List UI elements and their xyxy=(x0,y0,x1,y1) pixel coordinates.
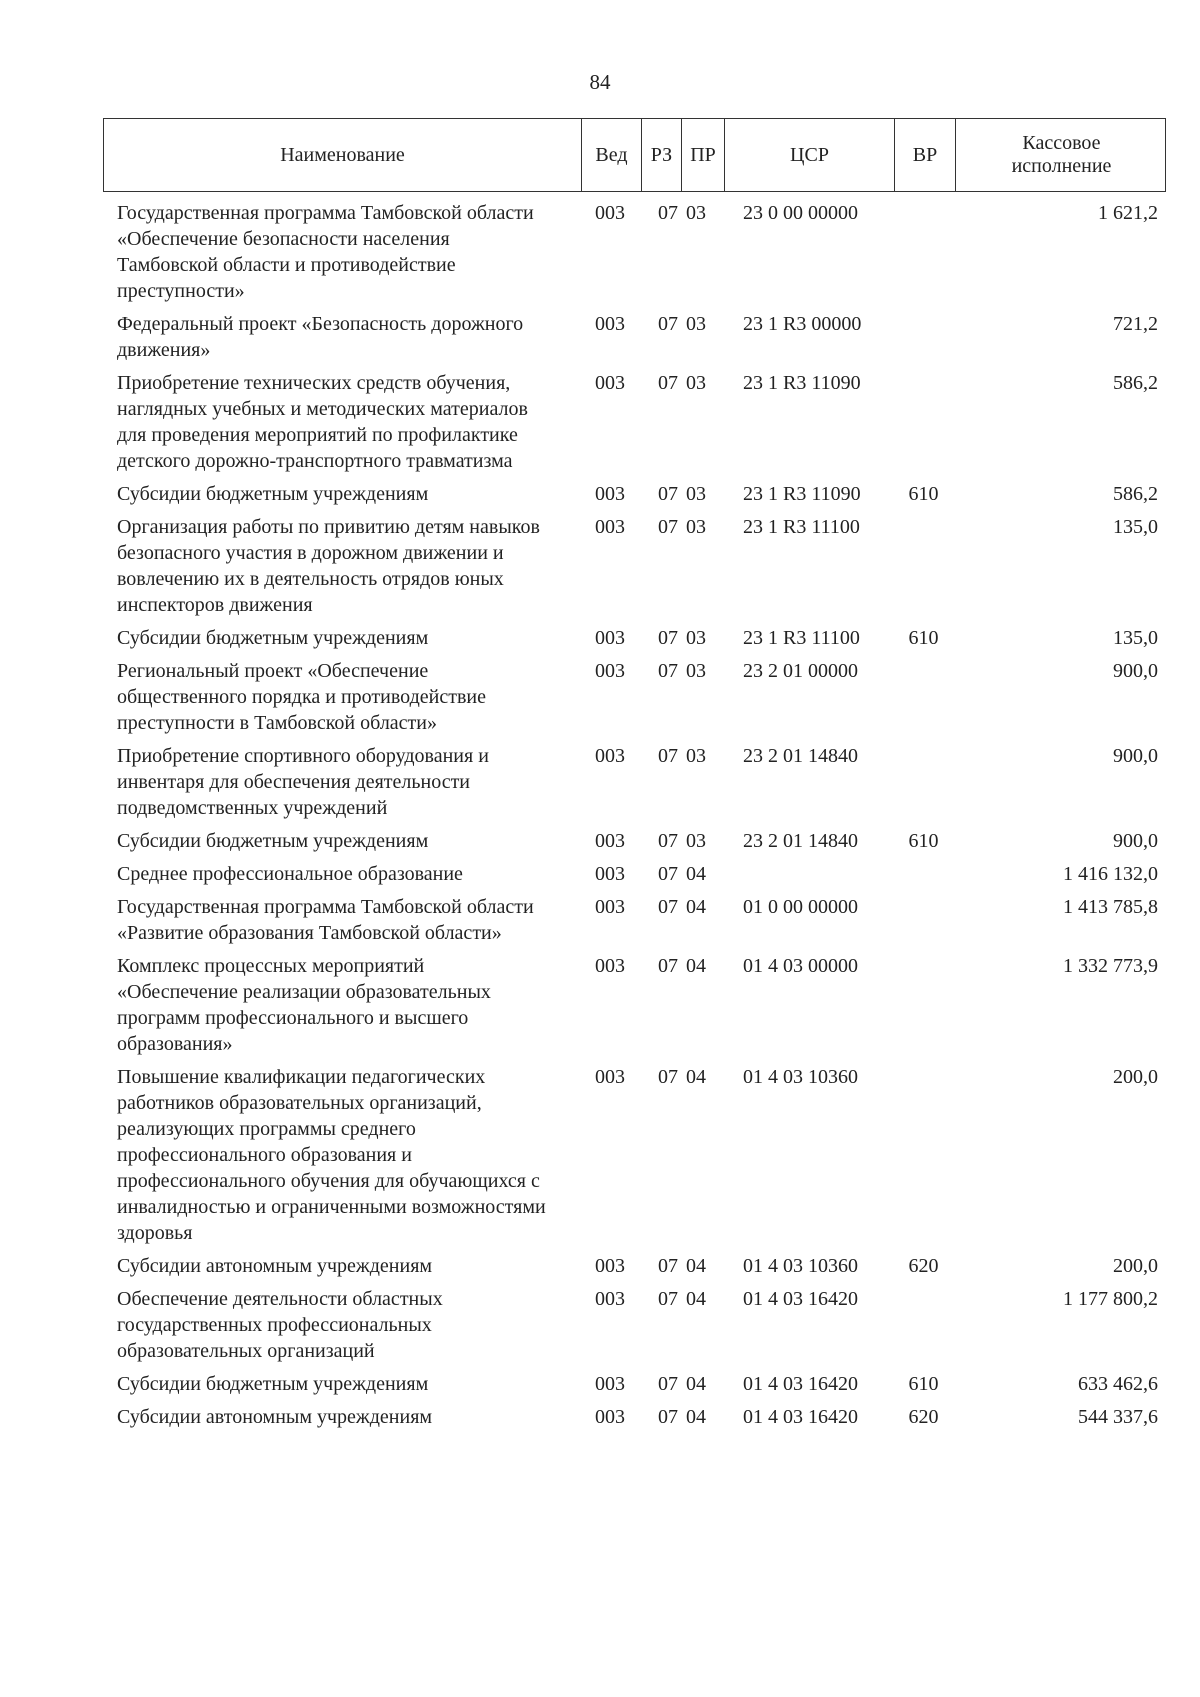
row-pr: 03 xyxy=(686,483,706,505)
table-row xyxy=(103,953,1166,1057)
header-ved: Вед xyxy=(581,119,641,191)
row-pr: 04 xyxy=(686,1406,706,1428)
table-row xyxy=(103,743,1166,821)
row-sum: 586,2 xyxy=(1113,483,1158,505)
header-name: Наименование xyxy=(280,143,405,166)
row-name: Субсидии автономным учреждениям xyxy=(117,1406,433,1428)
row-pr: 04 xyxy=(686,1373,706,1395)
row-sum: 200,0 xyxy=(1113,1255,1158,1277)
row-csr: 23 0 00 00000 xyxy=(743,202,858,224)
row-rz: 07 xyxy=(658,627,678,649)
row-pr: 03 xyxy=(686,660,706,682)
table-row xyxy=(103,1371,1166,1397)
row-ved: 003 xyxy=(595,660,625,682)
row-pr: 03 xyxy=(686,372,706,394)
row-vr xyxy=(893,200,954,304)
row-ved: 003 xyxy=(595,1255,625,1277)
row-vr: 610 xyxy=(908,483,939,505)
row-sum: 900,0 xyxy=(1113,830,1158,852)
row-rz: 07 xyxy=(658,1066,678,1088)
row-csr: 23 1 R3 11100 xyxy=(743,627,860,649)
row-sum: 900,0 xyxy=(1113,745,1158,767)
row-ved: 003 xyxy=(595,863,625,885)
table-row xyxy=(103,861,1166,887)
row-pr: 04 xyxy=(686,1066,706,1088)
table-row xyxy=(103,828,1166,854)
table-row xyxy=(103,200,1166,304)
table-row xyxy=(103,1064,1166,1246)
row-rz: 07 xyxy=(658,313,678,335)
row-sum: 900,0 xyxy=(1113,660,1158,682)
row-vr xyxy=(893,894,954,946)
row-sum: 544 337,6 xyxy=(1078,1406,1158,1428)
row-ved: 003 xyxy=(595,202,625,224)
header-vr: ВР xyxy=(894,119,955,191)
row-vr xyxy=(893,743,954,821)
row-rz: 07 xyxy=(658,863,678,885)
row-ved: 003 xyxy=(595,516,625,538)
row-sum: 1 177 800,2 xyxy=(1063,1288,1158,1310)
row-vr: 620 xyxy=(908,1406,939,1428)
row-pr: 03 xyxy=(686,202,706,224)
row-pr: 03 xyxy=(686,627,706,649)
table-row xyxy=(103,481,1166,507)
row-name: Субсидии автономным учреждениям xyxy=(117,1255,433,1277)
row-name: Субсидии бюджетным учреждениям xyxy=(117,1373,429,1395)
row-csr: 01 4 03 10360 xyxy=(743,1066,858,1088)
row-ved: 003 xyxy=(595,1373,625,1395)
row-name: Обеспечение деятельности областных государственных профессиональных образовательных организаций xyxy=(117,1288,443,1362)
row-sum: 1 621,2 xyxy=(1098,202,1158,224)
row-sum: 633 462,6 xyxy=(1078,1373,1158,1395)
row-csr: 01 4 03 10360 xyxy=(743,1255,858,1277)
table-row xyxy=(103,1286,1166,1364)
row-name: Повышение квалификации педагогических работников образовательных организаций, реализующих программы среднего профессионального образования и профессионального обучения для обучающихся с инвалидностью и ограниченными возможностями здоровья xyxy=(117,1066,546,1244)
row-name: Приобретение технических средств обучения, наглядных учебных и методических материалов для проведения мероприятий по профилактике детского дорожно-транспортного травматизма xyxy=(117,372,528,472)
table-row xyxy=(103,370,1166,474)
table-row xyxy=(103,658,1166,736)
row-csr: 23 2 01 00000 xyxy=(743,660,858,682)
table-row xyxy=(103,894,1166,946)
row-rz: 07 xyxy=(658,1373,678,1395)
row-vr: 610 xyxy=(908,1373,939,1395)
row-vr xyxy=(893,311,954,363)
row-pr: 04 xyxy=(686,955,706,977)
row-name: Организация работы по привитию детям навыков безопасного участия в дорожном движении и вовлечению их в деятельность отрядов юных инспекторов движения xyxy=(117,516,540,616)
row-csr: 01 4 03 16420 xyxy=(743,1373,858,1395)
row-vr: 620 xyxy=(908,1255,939,1277)
row-csr: 01 4 03 00000 xyxy=(743,955,858,977)
row-rz: 07 xyxy=(658,483,678,505)
page-number: 84 xyxy=(589,70,611,94)
table-row xyxy=(103,514,1166,618)
row-name: Комплекс процессных мероприятий «Обеспечение реализации образовательных программ профессионального и высшего образования» xyxy=(117,955,491,1055)
row-name: Государственная программа Тамбовской области «Обеспечение безопасности населения Тамбовской области и противодействие преступности» xyxy=(117,202,534,302)
row-vr xyxy=(893,953,954,1057)
table-body xyxy=(103,200,1166,1430)
row-csr: 23 2 01 14840 xyxy=(743,830,858,852)
row-name: Среднее профессиональное образование xyxy=(117,863,463,885)
row-vr: 610 xyxy=(908,830,939,852)
row-pr: 03 xyxy=(686,313,706,335)
row-vr xyxy=(893,1286,954,1364)
row-ved: 003 xyxy=(595,1066,625,1088)
row-csr: 01 4 03 16420 xyxy=(743,1288,858,1310)
header-pr: ПР xyxy=(681,119,724,191)
row-csr xyxy=(723,861,893,887)
row-ved: 003 xyxy=(595,1288,625,1310)
row-rz: 07 xyxy=(658,516,678,538)
table-row xyxy=(103,625,1166,651)
row-name: Региональный проект «Обеспечение общественного порядка и противодействие преступности в Тамбовской области» xyxy=(117,660,486,734)
row-pr: 04 xyxy=(686,1255,706,1277)
row-csr: 01 4 03 16420 xyxy=(743,1406,858,1428)
row-ved: 003 xyxy=(595,372,625,394)
row-rz: 07 xyxy=(658,745,678,767)
row-name: Субсидии бюджетным учреждениям xyxy=(117,483,429,505)
row-rz: 07 xyxy=(658,1288,678,1310)
row-ved: 003 xyxy=(595,745,625,767)
row-vr xyxy=(893,514,954,618)
row-sum: 1 416 132,0 xyxy=(1063,863,1158,885)
row-csr: 01 0 00 00000 xyxy=(743,896,858,918)
row-ved: 003 xyxy=(595,627,625,649)
header-rz: РЗ xyxy=(641,119,681,191)
row-vr: 610 xyxy=(908,627,939,649)
row-ved: 003 xyxy=(595,1406,625,1428)
row-rz: 07 xyxy=(658,372,678,394)
row-pr: 04 xyxy=(686,1288,706,1310)
row-sum: 200,0 xyxy=(1113,1066,1158,1088)
table-row xyxy=(103,311,1166,363)
row-vr xyxy=(893,861,954,887)
row-csr: 23 2 01 14840 xyxy=(743,745,858,767)
row-csr: 23 1 R3 11090 xyxy=(743,483,861,505)
row-rz: 07 xyxy=(658,202,678,224)
row-name: Федеральный проект «Безопасность дорожного движения» xyxy=(117,313,524,361)
table-row xyxy=(103,1404,1166,1430)
row-pr: 04 xyxy=(686,863,706,885)
row-rz: 07 xyxy=(658,1406,678,1428)
table-row xyxy=(103,1253,1166,1279)
row-pr: 03 xyxy=(686,830,706,852)
row-name: Приобретение спортивного оборудования и инвентаря для обеспечения деятельности подведомственных учреждений xyxy=(117,745,489,819)
row-sum: 1 413 785,8 xyxy=(1063,896,1158,918)
row-rz: 07 xyxy=(658,660,678,682)
row-name: Субсидии бюджетным учреждениям xyxy=(117,627,429,649)
row-rz: 07 xyxy=(658,955,678,977)
row-rz: 07 xyxy=(658,830,678,852)
row-sum: 135,0 xyxy=(1113,627,1158,649)
header-sum: Кассовое исполнение xyxy=(955,119,1167,191)
row-ved: 003 xyxy=(595,313,625,335)
budget-table xyxy=(103,118,1166,1437)
row-pr: 03 xyxy=(686,516,706,538)
row-ved: 003 xyxy=(595,830,625,852)
row-ved: 003 xyxy=(595,896,625,918)
row-ved: 003 xyxy=(595,955,625,977)
table-header xyxy=(103,118,1166,192)
row-rz: 07 xyxy=(658,896,678,918)
row-pr: 04 xyxy=(686,896,706,918)
row-csr: 23 1 R3 11100 xyxy=(743,516,860,538)
row-vr xyxy=(893,658,954,736)
row-sum: 721,2 xyxy=(1113,313,1158,335)
row-pr: 03 xyxy=(686,745,706,767)
row-rz: 07 xyxy=(658,1255,678,1277)
row-name: Государственная программа Тамбовской области «Развитие образования Тамбовской области» xyxy=(117,896,534,944)
row-vr xyxy=(893,370,954,474)
row-sum: 1 332 773,9 xyxy=(1063,955,1158,977)
row-sum: 586,2 xyxy=(1113,372,1158,394)
header-csr: ЦСР xyxy=(724,119,894,191)
row-sum: 135,0 xyxy=(1113,516,1158,538)
row-name: Субсидии бюджетным учреждениям xyxy=(117,830,429,852)
row-ved: 003 xyxy=(595,483,625,505)
row-csr: 23 1 R3 11090 xyxy=(743,372,861,394)
row-vr xyxy=(893,1064,954,1246)
row-csr: 23 1 R3 00000 xyxy=(743,313,862,335)
